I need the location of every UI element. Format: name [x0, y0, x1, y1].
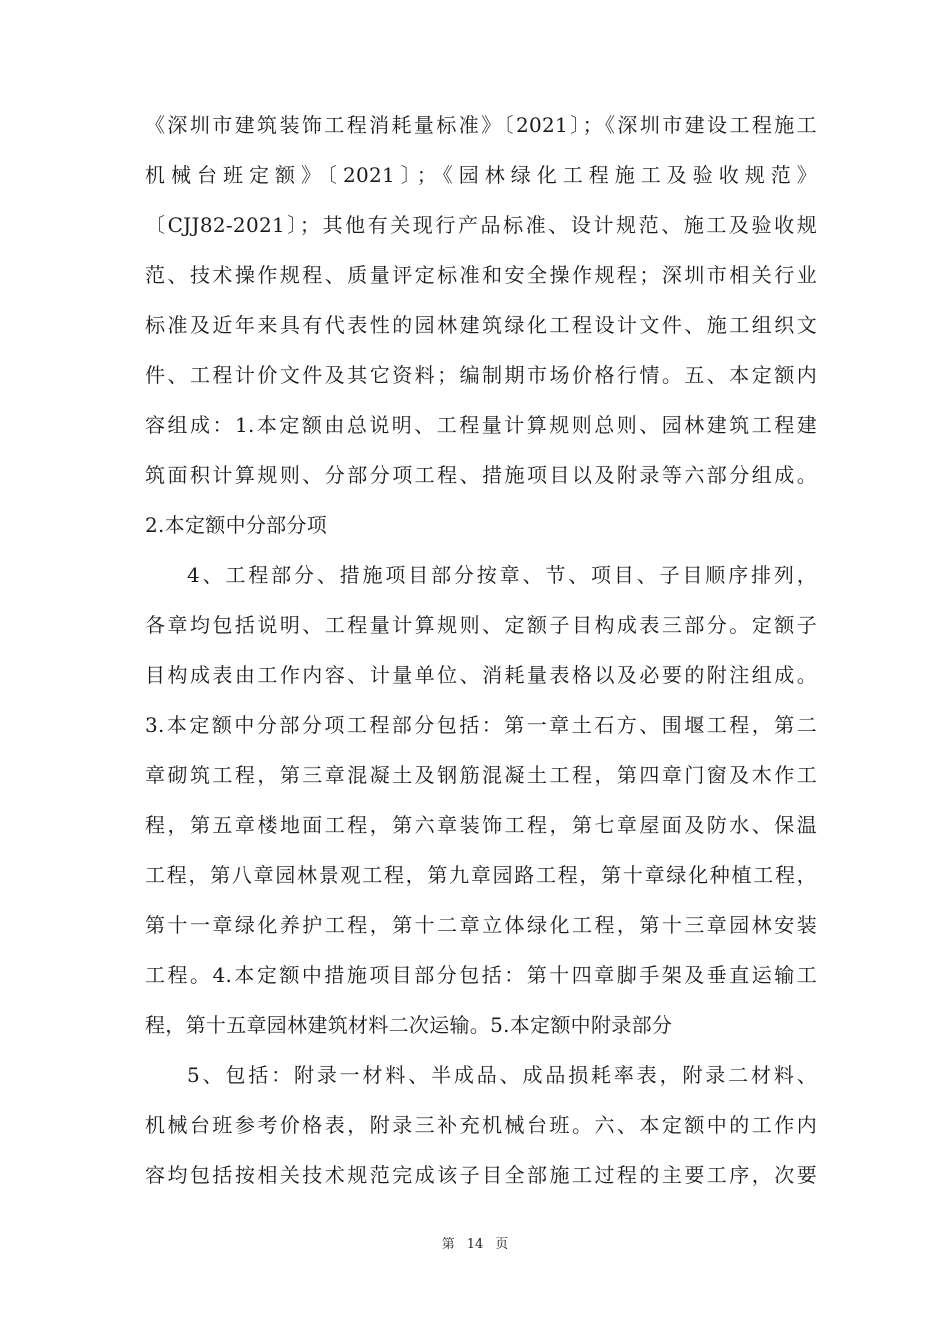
text-line: 机械台班参考价格表，附录三补充机械台班。六、本定额中的工作内: [145, 1113, 817, 1137]
text-line: 机械台班定额》〔2021〕；《园林绿化工程施工及验收规范》: [145, 163, 817, 187]
text-line: 标准及近年来具有代表性的园林建筑绿化工程设计文件、施工组织文: [145, 313, 817, 337]
paragraph-3: [145, 1050, 817, 1200]
text-line: 筑面积计算规则、分部分项工程、措施项目以及附录等六部分组成。: [145, 463, 817, 487]
text-line: 5、包括：附录一材料、半成品、成品损耗率表，附录二材料、: [187, 1063, 817, 1087]
text-line: 范、技术操作规程、质量评定标准和安全操作规程；深圳市相关行业: [145, 263, 817, 287]
text-line: 《深圳市建筑装饰工程消耗量标准》〔2021〕；《深圳市建设工程施工: [145, 113, 817, 137]
text-line: 容组成：1.本定额由总说明、工程量计算规则总则、园林建筑工程建: [145, 413, 817, 437]
text-line: 第十一章绿化养护工程，第十二章立体绿化工程，第十三章园林安装: [145, 913, 817, 937]
paragraph-1: [145, 100, 817, 550]
text-line: 2.本定额中分部分项: [145, 513, 328, 537]
text-line: 程，第十五章园林建筑材料二次运输。5.本定额中附录部分: [145, 1013, 673, 1037]
text-line: 〔CJJ82-2021〕；其他有关现行产品标准、设计规范、施工及验收规: [145, 213, 817, 237]
document-body: [145, 100, 817, 1200]
text-line: 工程。4.本定额中措施项目部分包括：第十四章脚手架及垂直运输工: [145, 963, 817, 987]
paragraph-2: [145, 550, 817, 1050]
page-label-prefix: 第: [441, 1237, 455, 1252]
page-number: 14: [466, 1237, 484, 1252]
text-line: 4、工程部分、措施项目部分按章、节、项目、子目顺序排列，: [187, 563, 817, 587]
text-line: 各章均包括说明、工程量计算规则、定额子目构成表三部分。定额子: [145, 613, 817, 637]
text-line: 章砌筑工程，第三章混凝土及钢筋混凝土工程，第四章门窗及木作工: [145, 763, 817, 787]
text-line: 程，第五章楼地面工程，第六章装饰工程，第七章屋面及防水、保温: [145, 813, 817, 837]
text-line: 3.本定额中分部分项工程部分包括：第一章土石方、围堰工程，第二: [145, 713, 817, 737]
page-label-suffix: 页: [495, 1237, 509, 1252]
text-line: 目构成表由工作内容、计量单位、消耗量表格以及必要的附注组成。: [145, 663, 817, 687]
text-line: 容均包括按相关技术规范完成该子目全部施工过程的主要工序，次要: [145, 1163, 817, 1187]
text-line: 件、工程计价文件及其它资料；编制期市场价格行情。五、本定额内: [145, 363, 817, 387]
page-footer: [0, 1233, 950, 1252]
text-line: 工程，第八章园林景观工程，第九章园路工程，第十章绿化种植工程，: [145, 863, 817, 887]
